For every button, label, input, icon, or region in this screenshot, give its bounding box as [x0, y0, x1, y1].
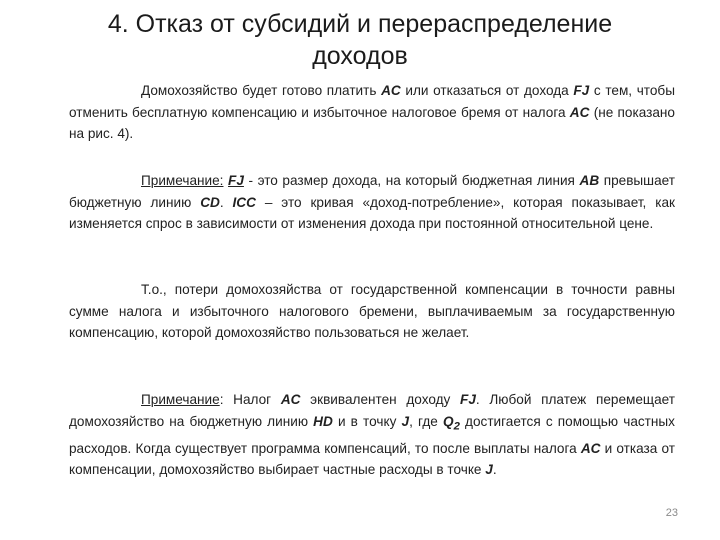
text: и отказа от компенсации, домохозяйство выбирает частные расходы в точке [69, 440, 675, 478]
slide-title-line-2: доходов [312, 42, 408, 70]
text: , где [409, 413, 443, 429]
text: : Налог [219, 392, 281, 407]
text: Т.о., потери домохозяйства от государственной компенсации в точности равны сумме налога и избыточного налогового бремени, выплачиваемым за государственную компенсацию, которой домохозяйство пользоваться не желает. [69, 282, 675, 340]
text: с тем, чтобы отменить бесплатную компенсацию и избыточное налоговое бремя от налога [69, 83, 675, 120]
term-ac: AC [580, 440, 601, 456]
term-q-subscript: 2 [453, 420, 460, 433]
paragraph-2 [69, 170, 675, 235]
term-fj: FJ [460, 392, 476, 407]
text: – это кривая «доход-потребление», которая показывает, как изменяется спрос в зависимости от изменения дохода при постоянной относительной цене. [69, 194, 675, 231]
text: достигается с помощью частных расходов. Когда существует программа компенсаций, то после выплаты налога [69, 413, 675, 456]
text: эквивалентен доходу [300, 392, 461, 407]
note-label: Примечание: [141, 173, 224, 188]
text: . Любой платеж перемещает домохозяйство на бюджетную линию [69, 392, 675, 429]
text: Домохозяйство будет готово платить [141, 83, 382, 98]
term-q: Q [443, 413, 454, 429]
text: (не показано на рис. 4). [69, 104, 675, 141]
term-j: J [401, 413, 410, 429]
term-j: J [485, 462, 493, 478]
text: и в точку [332, 413, 402, 429]
paragraph-3 [69, 279, 675, 344]
term-ac: AC [569, 104, 590, 120]
slide-title [60, 8, 660, 72]
note-label: Примечание [141, 392, 220, 407]
text: превышает бюджетную линию [69, 173, 675, 210]
term-ac: AC [280, 392, 301, 407]
term-fj: FJ [228, 173, 244, 188]
slide-title-line-1: 4. Отказ от субсидий и перераспределение [107, 10, 613, 38]
term-ab: AB [579, 173, 600, 188]
text: - это размер дохода, на который бюджетная линия [243, 173, 580, 188]
paragraph-4 [69, 389, 675, 481]
term-ac: AC [381, 83, 401, 98]
text: . [492, 462, 497, 478]
paragraph-1 [69, 80, 675, 145]
term-hd: HD [313, 413, 333, 429]
term-cd: CD [200, 194, 220, 210]
term-fj: FJ [573, 83, 590, 98]
term-icc: ICC [232, 194, 256, 210]
text: или отказаться от дохода [400, 83, 574, 98]
text: . [219, 194, 233, 210]
page-number: 23 [665, 507, 678, 519]
